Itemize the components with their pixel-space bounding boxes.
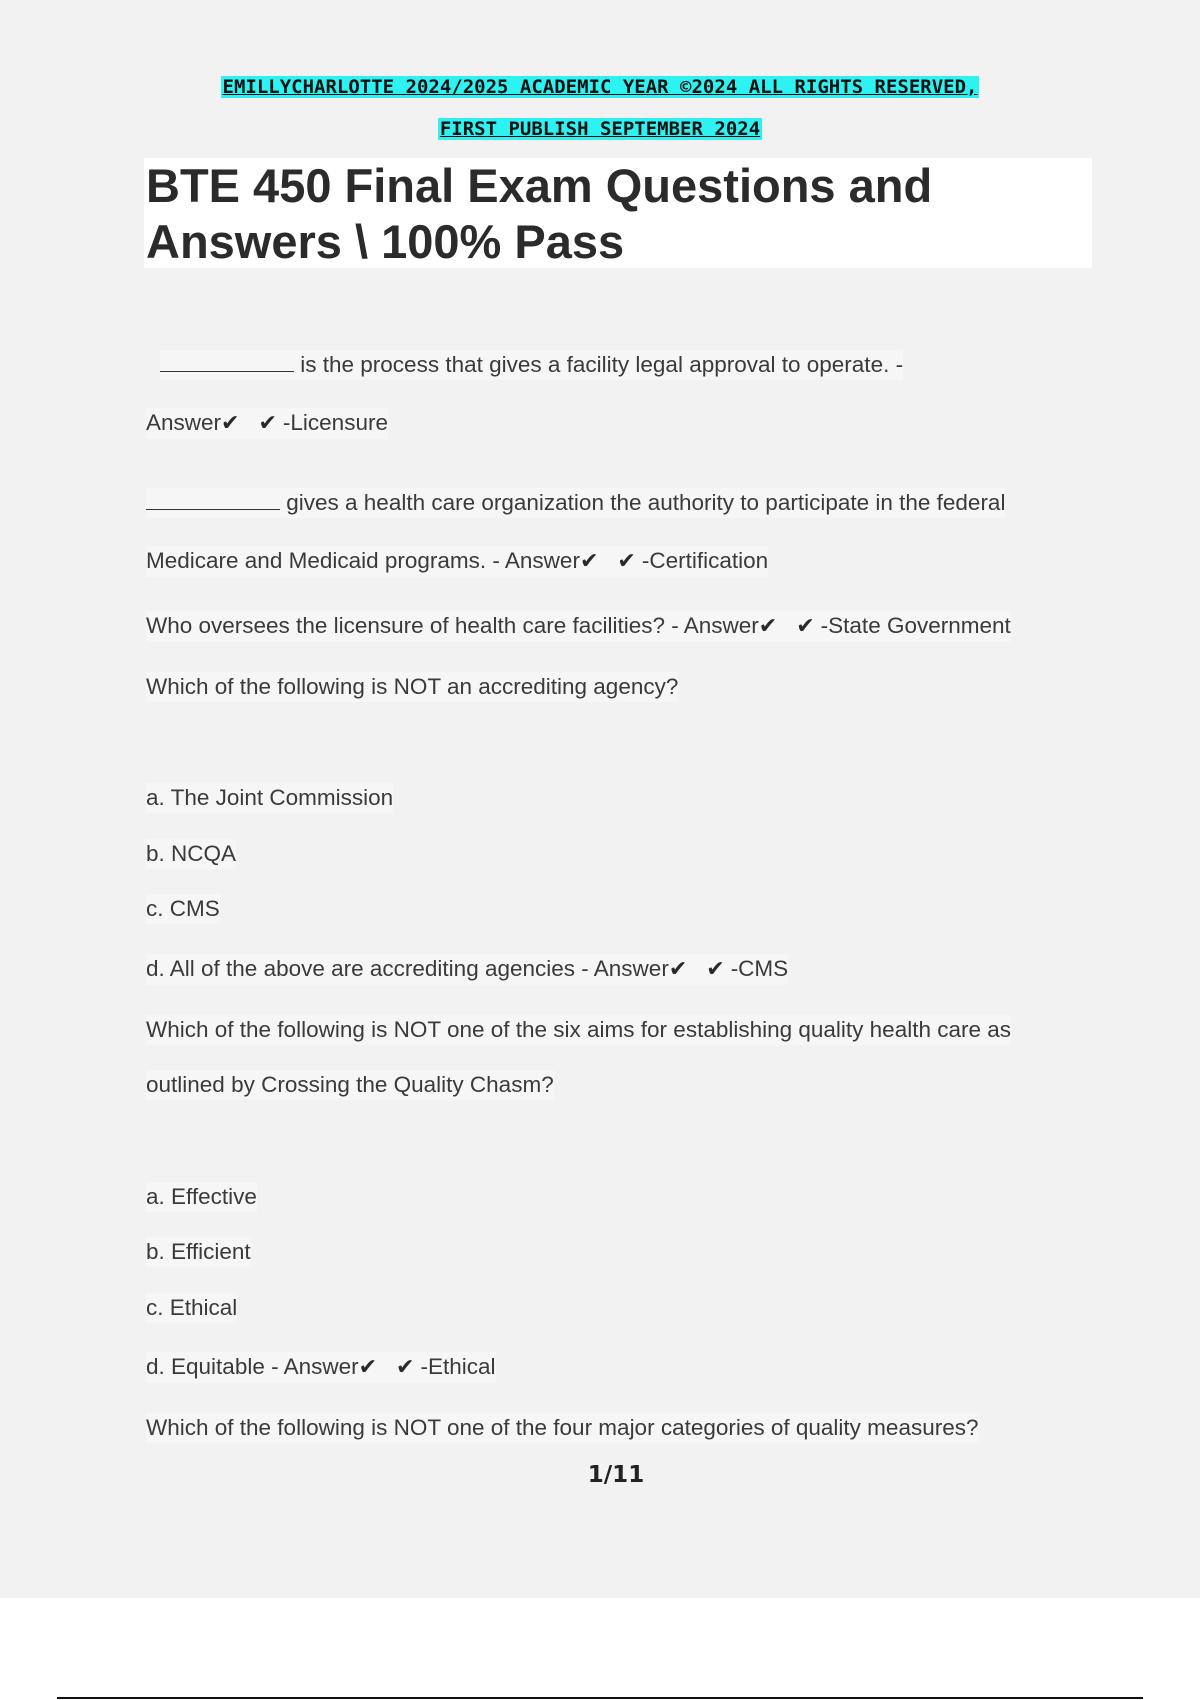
question-2-line-2: Medicare and Medicaid programs. - Answer✔ ✔-Certification (146, 546, 768, 577)
check-mark-icon: ✔ ✔ (221, 411, 283, 436)
question-4-option-d: d. All of the above are accrediting agencies - Answer✔ ✔-CMS (146, 954, 788, 985)
answer-blank (160, 353, 294, 372)
check-mark-icon: ✔ ✔ (668, 957, 731, 982)
bottom-divider (57, 1697, 1143, 1699)
question-5-line-1: Which of the following is NOT one of the six aims for establishing quality health care as (146, 1015, 1011, 1045)
question-5-option-d: d. Equitable - Answer✔ ✔-Ethical (146, 1352, 496, 1383)
question-4-option-c: c. CMS (146, 894, 220, 924)
question-5-option-a: a. Effective (146, 1182, 257, 1212)
question-3: Who oversees the licensure of health care facilities? - Answer✔ ✔-State Government (146, 611, 1011, 642)
header-copyright-line: EMILLYCHARLOTTE 2024/2025 ACADEMIC YEAR ©2024 ALL RIGHTS RESERVED, (222, 76, 978, 98)
document-title: BTE 450 Final Exam Questions and Answers \ 100% Pass (146, 159, 933, 268)
header-publish-line: FIRST PUBLISH SEPTEMBER 2024 (439, 118, 761, 140)
question-4-option-b: b. NCQA (146, 839, 236, 869)
question-5-option-b: b. Efficient (146, 1237, 251, 1267)
question-5-line-2: outlined by Crossing the Quality Chasm? (146, 1070, 554, 1100)
question-4-option-a: a. The Joint Commission (146, 783, 393, 813)
question-5-option-c: c. Ethical (146, 1293, 237, 1323)
question-4: Which of the following is NOT an accrediting agency? (146, 672, 678, 702)
question-6: Which of the following is NOT one of the four major categories of quality measures? (146, 1413, 979, 1443)
question-1-line-1: is the process that gives a facility legal approval to operate. - (160, 350, 903, 380)
check-mark-icon: ✔ ✔ (358, 1355, 421, 1380)
question-1-line-2: Answer✔ ✔-Licensure (146, 408, 388, 439)
page-number: 1/11 (587, 1462, 645, 1488)
check-mark-icon: ✔ ✔ (579, 549, 642, 574)
answer-blank (146, 491, 280, 510)
check-mark-icon: ✔ ✔ (758, 614, 821, 639)
question-2-line-1: gives a health care organization the authority to participate in the federal (146, 488, 1005, 518)
